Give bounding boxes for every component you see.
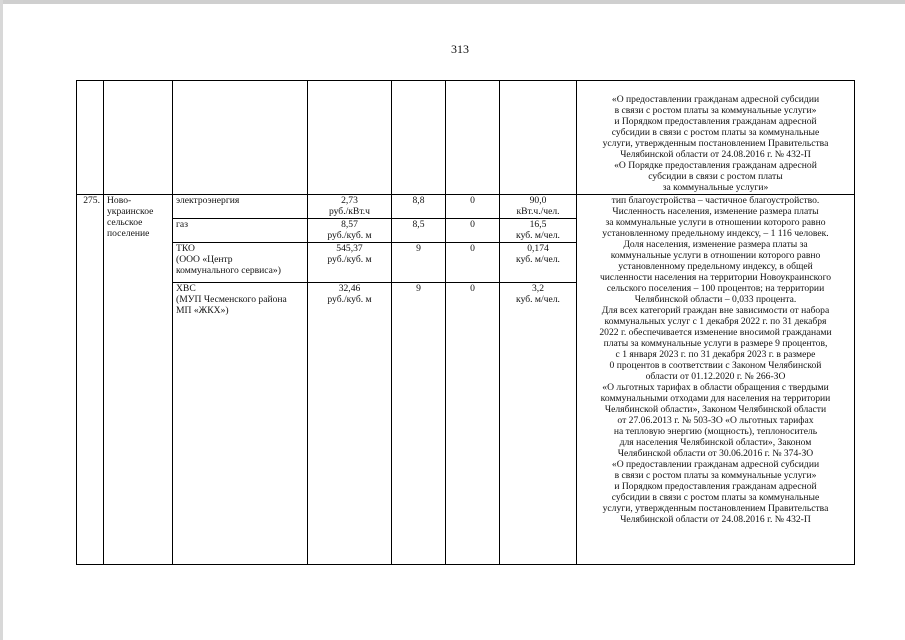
cell-service-tariff — [308, 195, 392, 219]
cell-service-name — [173, 283, 308, 565]
description-line: на тепловую энергию (мощность), теплоноситель — [613, 426, 818, 437]
cell-service — [173, 81, 308, 195]
cell-service-tariff — [308, 219, 392, 243]
description-line: за коммунальные услуги» — [662, 182, 769, 193]
description-line: 2022 г. обеспечивается изменение вносимой гражданами — [599, 327, 832, 338]
tariff-line: 2,73 — [341, 195, 358, 206]
scan-edge-left — [0, 0, 3, 640]
cell-service-tariff — [308, 283, 392, 565]
service-name-line: МП «ЖКХ») — [176, 305, 229, 316]
description-line: услуги, утвержденным постановлением Правительства — [602, 503, 829, 514]
cell-service-index: 8,5 — [392, 219, 446, 243]
description-line: установленному предельному индексу, в общей — [618, 261, 813, 272]
description-line: установленному предельному индексу, – 1 116 человек. — [602, 228, 829, 239]
description-line: «О предоставлении гражданам адресной субсидии — [611, 94, 820, 105]
cell-service-name — [173, 195, 308, 219]
description-line: коммунальных услуг с 1 декабря 2022 г. по 31 декабря — [604, 316, 827, 327]
cell-tariff — [308, 81, 392, 195]
cell-service-index: 9 — [392, 283, 446, 565]
norm-line: 3,2 — [532, 283, 544, 294]
description-line: «О предоставлении гражданам адресной субсидии — [611, 459, 820, 470]
cell-norm — [500, 81, 577, 195]
norm-line: 0,174 — [527, 243, 549, 254]
cell-service-norm — [500, 219, 577, 243]
cell-entry-description — [577, 195, 855, 565]
cell-service-tariff — [308, 243, 392, 283]
cell-service-norm — [500, 195, 577, 219]
page-number: 313 — [451, 42, 469, 56]
tariff-line: руб./куб. м — [327, 294, 372, 305]
description-line: сельского поселения – 100 процентов; на территории — [606, 283, 825, 294]
description-line: Челябинской области», Законом Челябинской области — [604, 404, 827, 415]
description-line: и Порядком предоставления гражданам адресной — [614, 481, 817, 492]
cell-service-name — [173, 243, 308, 283]
cell-description — [577, 81, 855, 195]
municipality-line: поселение — [107, 228, 150, 239]
norm-line: куб. м/чел. — [516, 254, 560, 265]
scan-edge-top — [0, 0, 905, 4]
cell-entry-number: 275. — [77, 195, 104, 565]
description-line: за коммунальные услуги в отношении которого равно — [605, 217, 826, 228]
table-row-continuation — [77, 81, 855, 195]
norm-line: 90,0 — [529, 195, 547, 206]
norm-line: куб. м/чел. — [516, 230, 560, 241]
description-line: коммунальными отходами для населения на территории — [600, 393, 831, 404]
cell-service-zero: 0 — [446, 195, 500, 219]
description-line: с 1 января 2023 г. по 31 декабря 2023 г. в размере — [615, 349, 816, 360]
norm-line: 16,5 — [529, 219, 547, 230]
tariff-line: руб./куб. м — [327, 254, 372, 265]
table-row-electricity — [77, 195, 855, 219]
tariff-line: руб./кВт.ч — [328, 206, 371, 217]
service-name-line: газ — [176, 219, 188, 230]
cell-service-name — [173, 219, 308, 243]
description-line: Челябинской области от 30.06.2016 г. № 374-ЗО — [617, 448, 814, 459]
description-line: Челябинской области от 24.08.2016 г. № 432-П — [620, 514, 811, 525]
cell-service-zero: 0 — [446, 243, 500, 283]
cell-service-norm — [500, 283, 577, 565]
norm-line: кВт.ч./чел. — [516, 206, 560, 217]
cell-index — [392, 81, 446, 195]
service-name-line: ТКО — [176, 243, 195, 254]
description-line: Доля населения, изменение размера платы за — [623, 239, 808, 250]
service-name-line: (ООО «Центр — [176, 254, 233, 265]
description-line: и Порядком предоставления гражданам адресной — [614, 116, 817, 127]
description-line: от 27.06.2013 г. № 503-ЗО «О льготных тарифах — [617, 415, 814, 426]
description-line: для населения Челябинской области», Законом — [619, 437, 812, 448]
cell-service-index: 8,8 — [392, 195, 446, 219]
cell-number — [77, 81, 104, 195]
description-line: Челябинской области – 0,033 процента. — [634, 294, 797, 305]
description-line: тип благоустройства – частичное благоустройство. — [611, 195, 820, 206]
tariff-line: руб./куб. м — [327, 230, 372, 241]
description-line: платы за коммунальные услуги в размере 9 процентов, — [603, 338, 828, 349]
cell-entry-municipality — [104, 195, 173, 565]
cell-service-zero: 0 — [446, 283, 500, 565]
description-line: области от 01.12.2020 г. № 266-ЗО — [645, 371, 786, 382]
description-line: коммунальные услуги в отношении которого равно — [610, 250, 821, 261]
service-name-line: (МУП Чесменского района — [176, 294, 287, 305]
cell-service-zero: 0 — [446, 219, 500, 243]
cell-zero — [446, 81, 500, 195]
description-line: субсидии в связи с ростом платы — [648, 171, 783, 182]
description-line: Численность населения, изменение размера платы — [612, 206, 819, 217]
service-name-line: электроэнергия — [176, 195, 240, 206]
description-line: Челябинской области от 24.08.2016 г. № 432-П — [620, 149, 811, 160]
tariff-line: 32,46 — [338, 283, 361, 294]
tariff-line: 545,37 — [336, 243, 363, 254]
municipality-line: украинское — [107, 206, 154, 217]
description-line: в связи с ростом платы за коммунальные услуги» — [614, 105, 817, 116]
tariff-table — [76, 80, 855, 565]
cell-service-norm — [500, 243, 577, 283]
tariff-line: 8,57 — [341, 219, 358, 230]
description-line: 0 процентов в соответствии с Законом Челябинской — [609, 360, 822, 371]
municipality-line: Ново- — [107, 195, 132, 206]
municipality-line: сельское — [107, 217, 143, 228]
service-name-line: ХВС — [176, 283, 196, 294]
description-line: субсидии в связи с ростом платы за коммунальные — [611, 492, 820, 503]
norm-line: куб. м/чел. — [516, 294, 560, 305]
description-line: «О льготных тарифах в области обращения с твердыми — [602, 382, 829, 393]
cell-service-index: 9 — [392, 243, 446, 283]
description-line: «О Порядке предоставления гражданам адресной — [614, 160, 817, 171]
description-line: в связи с ростом платы за коммунальные услуги» — [614, 470, 817, 481]
description-line: субсидии в связи с ростом платы за коммунальные — [611, 127, 820, 138]
description-line: Для всех категорий граждан вне зависимости от набора — [601, 305, 830, 316]
description-line: численности населения на территории Новоукраинского — [599, 272, 832, 283]
cell-municipality — [104, 81, 173, 195]
description-line: услуги, утвержденным постановлением Правительства — [602, 138, 829, 149]
service-name-line: коммунального сервиса») — [176, 265, 281, 276]
